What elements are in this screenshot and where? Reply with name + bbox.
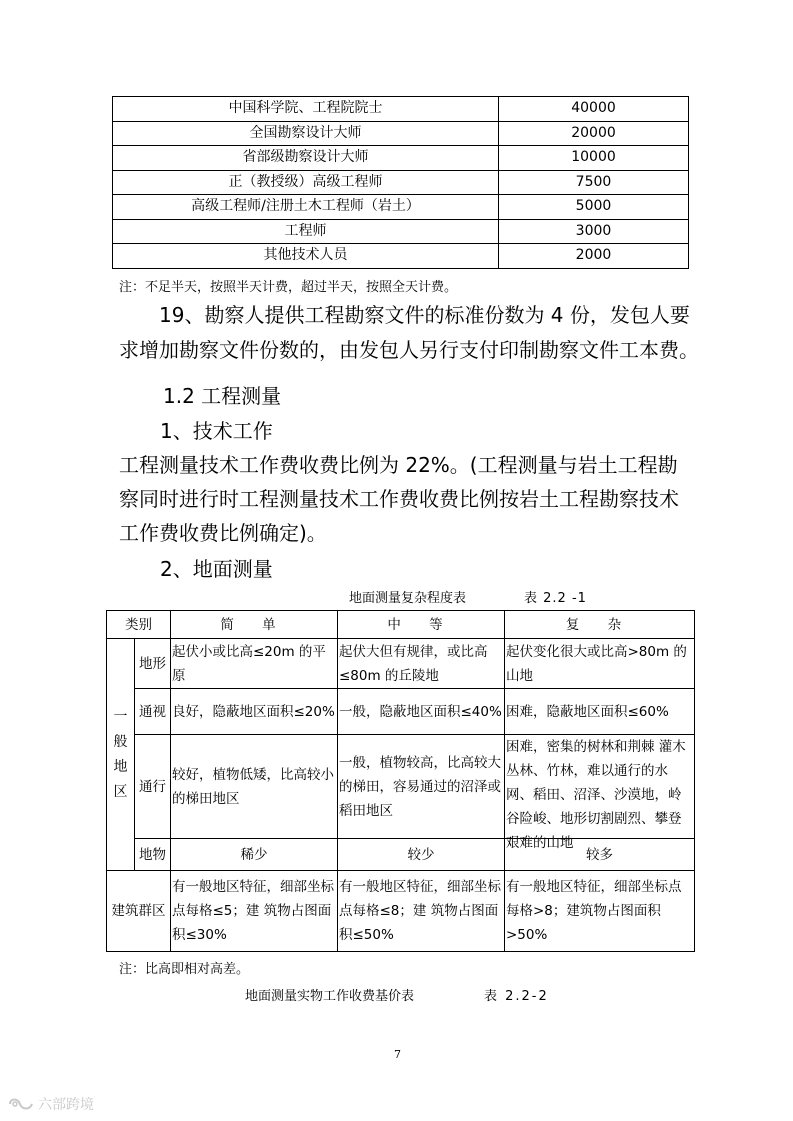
row-building-medium: 有一般地区特征，细部坐标点每格≤8；建 筑物占图面积≤50%: [338, 871, 505, 952]
header-complex: 复 杂: [505, 611, 695, 639]
row-terrain-name: 地形: [135, 639, 171, 689]
row-terrain-medium: 起伏大但有规律，或比高≤80m 的丘陵地: [338, 639, 505, 689]
group-general-area: [107, 639, 135, 871]
group-label-vertical: [108, 705, 133, 805]
table2-number: 表 2.2-2: [484, 989, 549, 1004]
row-passability-name: 通行: [135, 735, 171, 839]
fee-row-title: 全国勘察设计大师: [113, 121, 499, 146]
row-passability-complex: [505, 735, 695, 851]
row-visibility-complex: 困难，隐蔽地区面积≤60%: [505, 689, 695, 735]
fee-row-amount: 3000: [499, 219, 689, 244]
header-medium: 中 等: [338, 611, 505, 639]
fee-row-amount: 5000: [499, 195, 689, 220]
fee-row-title: 中国科学院、工程院院士: [113, 97, 499, 122]
row-building-name: 建筑群区: [107, 871, 171, 952]
fee-row-amount: 7500: [499, 170, 689, 195]
subsection-technical-work: 1、技术工作: [160, 419, 273, 443]
subsection-ground-survey: 2、地面测量: [160, 557, 273, 581]
fee-note: 注：不足半天，按照半天计费，超过半天，按照全天计费。: [119, 280, 458, 295]
row-terrain-complex: 起伏变化很大或比高>80m 的山地: [505, 639, 695, 689]
expert-fee-table: [112, 96, 689, 269]
fee-row-amount: 20000: [499, 121, 689, 146]
survey-paragraph-line3: 工作费收费比例确定)。: [119, 521, 327, 545]
row-building-simple: 有一般地区特征，细部坐标点每格≤5；建 筑物占图面积≤30%: [171, 871, 338, 952]
table1-title: 地面测量复杂程度表: [349, 591, 467, 606]
table1-note: 注：比高即相对高差。: [119, 962, 250, 977]
fee-row-title: 工程师: [113, 219, 499, 244]
row-passability-simple: 较好，植物低矮，比高较小的梯田地区: [171, 735, 338, 839]
header-category: 类别: [107, 611, 171, 639]
group-label-char: 区: [113, 783, 128, 800]
fee-row-title: 高级工程师/注册土木工程师（岩土）: [113, 195, 499, 220]
row-visibility-medium: 一般，隐蔽地区面积≤40%: [338, 689, 505, 735]
fee-row: [113, 121, 689, 146]
section-heading: 1.2 工程测量: [163, 384, 282, 408]
row-features-medium: 较少: [338, 839, 505, 871]
table2-title: 地面测量实物工作收费基价表: [245, 989, 415, 1004]
fee-row-amount: 10000: [499, 146, 689, 171]
page-number: 7: [394, 1048, 401, 1061]
fee-row: [113, 97, 689, 122]
watermark-logo-icon: [8, 1095, 34, 1113]
row-passability-complex-text: 困难，密集的树林和荆棘 灌木丛林、竹林，难以通行的水网、稻田、沼泽、沙漠地，岭谷险峻、地形切割剧烈、攀登艰难的山地: [506, 739, 686, 851]
row-passability-medium: 一般，植物较高，比高较大的梯田，容易通过的沼泽或稻田地区: [338, 735, 505, 839]
survey-paragraph-line2: 察同时进行时工程测量技术工作费收费比例按岩土工程勘察技术: [119, 487, 679, 511]
table1-number: 表 2.2 -1: [524, 591, 587, 606]
row-terrain-simple: 起伏小或比高≤20m 的平原: [171, 639, 338, 689]
fee-row-title: 其他技术人员: [113, 244, 499, 269]
row-features-simple: 稀少: [171, 839, 338, 871]
survey-paragraph-line1: 工程测量技术工作费收费比例为 22%。(工程测量与岩土工程勘: [119, 453, 678, 477]
row-visibility-name: 通视: [135, 689, 171, 735]
paragraph-19-line1: 19、勘察人提供工程勘察文件的标准份数为 4 份，发包人要: [159, 303, 690, 327]
watermark-text: 六部跨境: [38, 1097, 94, 1113]
fee-row: [113, 146, 689, 171]
row-building-complex: 有一般地区特征，细部坐标点每格>8；建筑物占图面积>50%: [505, 871, 695, 952]
fee-row: [113, 195, 689, 220]
group-label-char: 一: [113, 708, 128, 725]
fee-row-title: 省部级勘察设计大师: [113, 146, 499, 171]
group-label-char: 地: [113, 758, 128, 775]
fee-row-title: 正（教授级）高级工程师: [113, 170, 499, 195]
row-features-complex: 较多: [505, 839, 695, 871]
row-features-name: 地物: [135, 839, 171, 871]
row-visibility-simple: 良好，隐蔽地区面积≤20%: [171, 689, 338, 735]
fee-row-amount: 40000: [499, 97, 689, 122]
ground-survey-complexity-table: [106, 610, 695, 952]
fee-row: [113, 219, 689, 244]
group-label-char: 般: [113, 733, 128, 750]
paragraph-19-line2: 求增加勘察文件份数的，由发包人另行支付印制勘察文件工本费。: [119, 338, 699, 362]
fee-row: [113, 170, 689, 195]
fee-row-amount: 2000: [499, 244, 689, 269]
header-simple: 简 单: [171, 611, 338, 639]
fee-row: [113, 244, 689, 269]
watermark: [8, 1094, 94, 1114]
